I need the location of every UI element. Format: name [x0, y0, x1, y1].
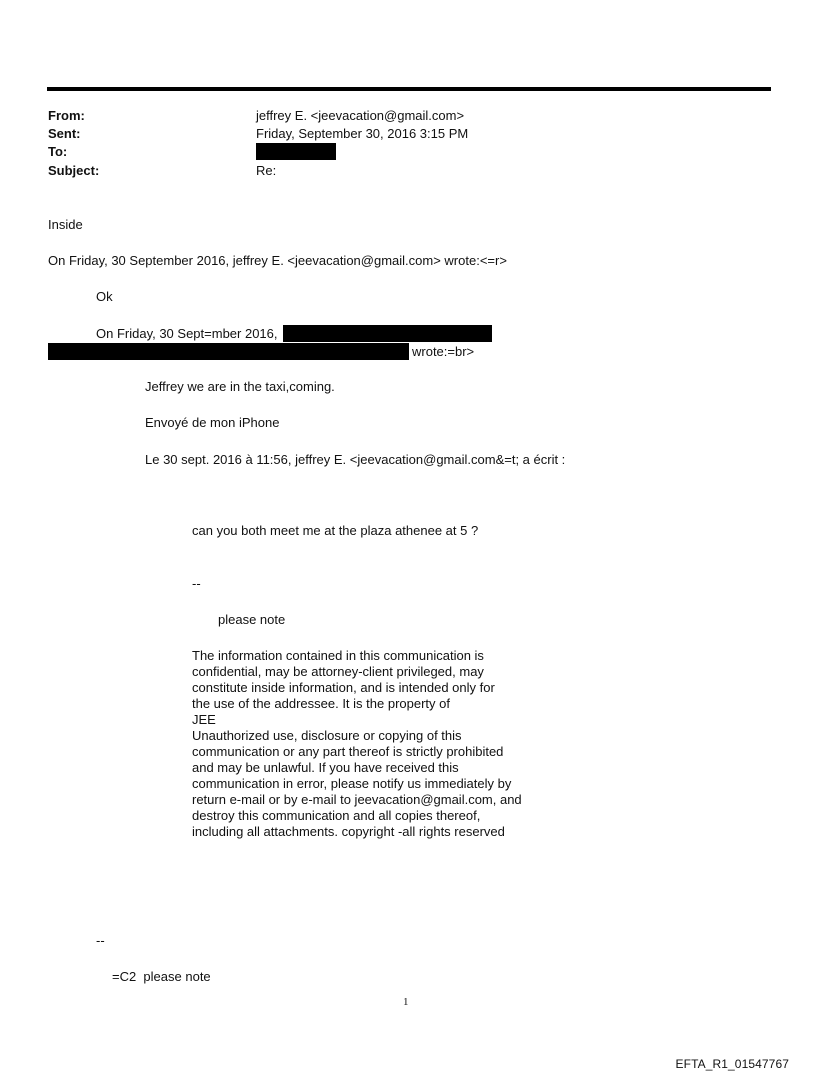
quote3-header: Le 30 sept. 2016 à 11:56, jeffrey E. <jeevacation@gmail.com&=t; a écrit :: [145, 452, 566, 467]
from-label: From:: [48, 108, 85, 123]
disclaimer-line: return e-mail or by e-mail to jeevacation@gmail.com, and: [192, 792, 522, 807]
outer-dashes: --: [96, 933, 105, 948]
quote1-header: On Friday, 30 September 2016, jeffrey E. <jeevacation@gmail.com> wrote:<=r>: [48, 253, 507, 268]
disclaimer-line: confidential, may be attorney-client privileged, may: [192, 664, 484, 679]
c2-please-note: =C2 please note: [112, 969, 211, 984]
from-value: jeffrey E. <jeevacation@gmail.com>: [256, 108, 465, 123]
body-inside: Inside: [48, 217, 83, 232]
disclaimer-line: including all attachments. copyright -all rights reserved: [192, 824, 505, 839]
iphone-signature: Envoyé de mon iPhone: [145, 415, 280, 430]
disclaimer-line: communication in error, please notify us immediately by: [192, 776, 512, 791]
plaza-message: can you both meet me at the plaza athenee at 5 ?: [192, 523, 479, 538]
disclaimer-line: JEE: [192, 712, 216, 727]
to-label: To:: [48, 144, 68, 159]
header-rule: [47, 87, 771, 91]
redaction-quote2-b: [48, 343, 409, 360]
disclaimer-line: Unauthorized use, disclosure or copying of this: [192, 728, 462, 743]
disclaimer-line: the use of the addressee. It is the property of: [192, 696, 450, 711]
quote2-wrote: wrote:=br>: [412, 344, 475, 359]
subject-label: Subject:: [48, 163, 100, 178]
disclaimer-line: destroy this communication and all copies thereof,: [192, 808, 481, 823]
disclaimer-line: communication or any part thereof is strictly prohibited: [192, 744, 504, 759]
redaction-quote2-a: [283, 325, 492, 342]
disclaimer-line: constitute inside information, and is intended only for: [192, 680, 495, 695]
page-number: 1: [403, 996, 409, 1008]
subject-value: Re:: [256, 163, 277, 178]
confidentiality-disclaimer: [192, 648, 522, 840]
disclaimer-line: The information contained in this communication is: [192, 648, 484, 663]
taxi-message: Jeffrey we are in the taxi,coming.: [145, 379, 335, 394]
signature-dashes: --: [192, 576, 201, 591]
bates-number: EFTA_R1_01547767: [675, 1057, 789, 1071]
sent-label: Sent:: [48, 126, 81, 141]
please-note-heading: please note: [218, 612, 286, 627]
sent-value: Friday, September 30, 2016 3:15 PM: [256, 126, 469, 141]
disclaimer-line: and may be unlawful. If you have received this: [192, 760, 459, 775]
quote2-header: On Friday, 30 Sept=mber 2016,: [96, 326, 278, 341]
reply-ok: Ok: [96, 289, 113, 304]
redaction-to: [256, 143, 336, 160]
